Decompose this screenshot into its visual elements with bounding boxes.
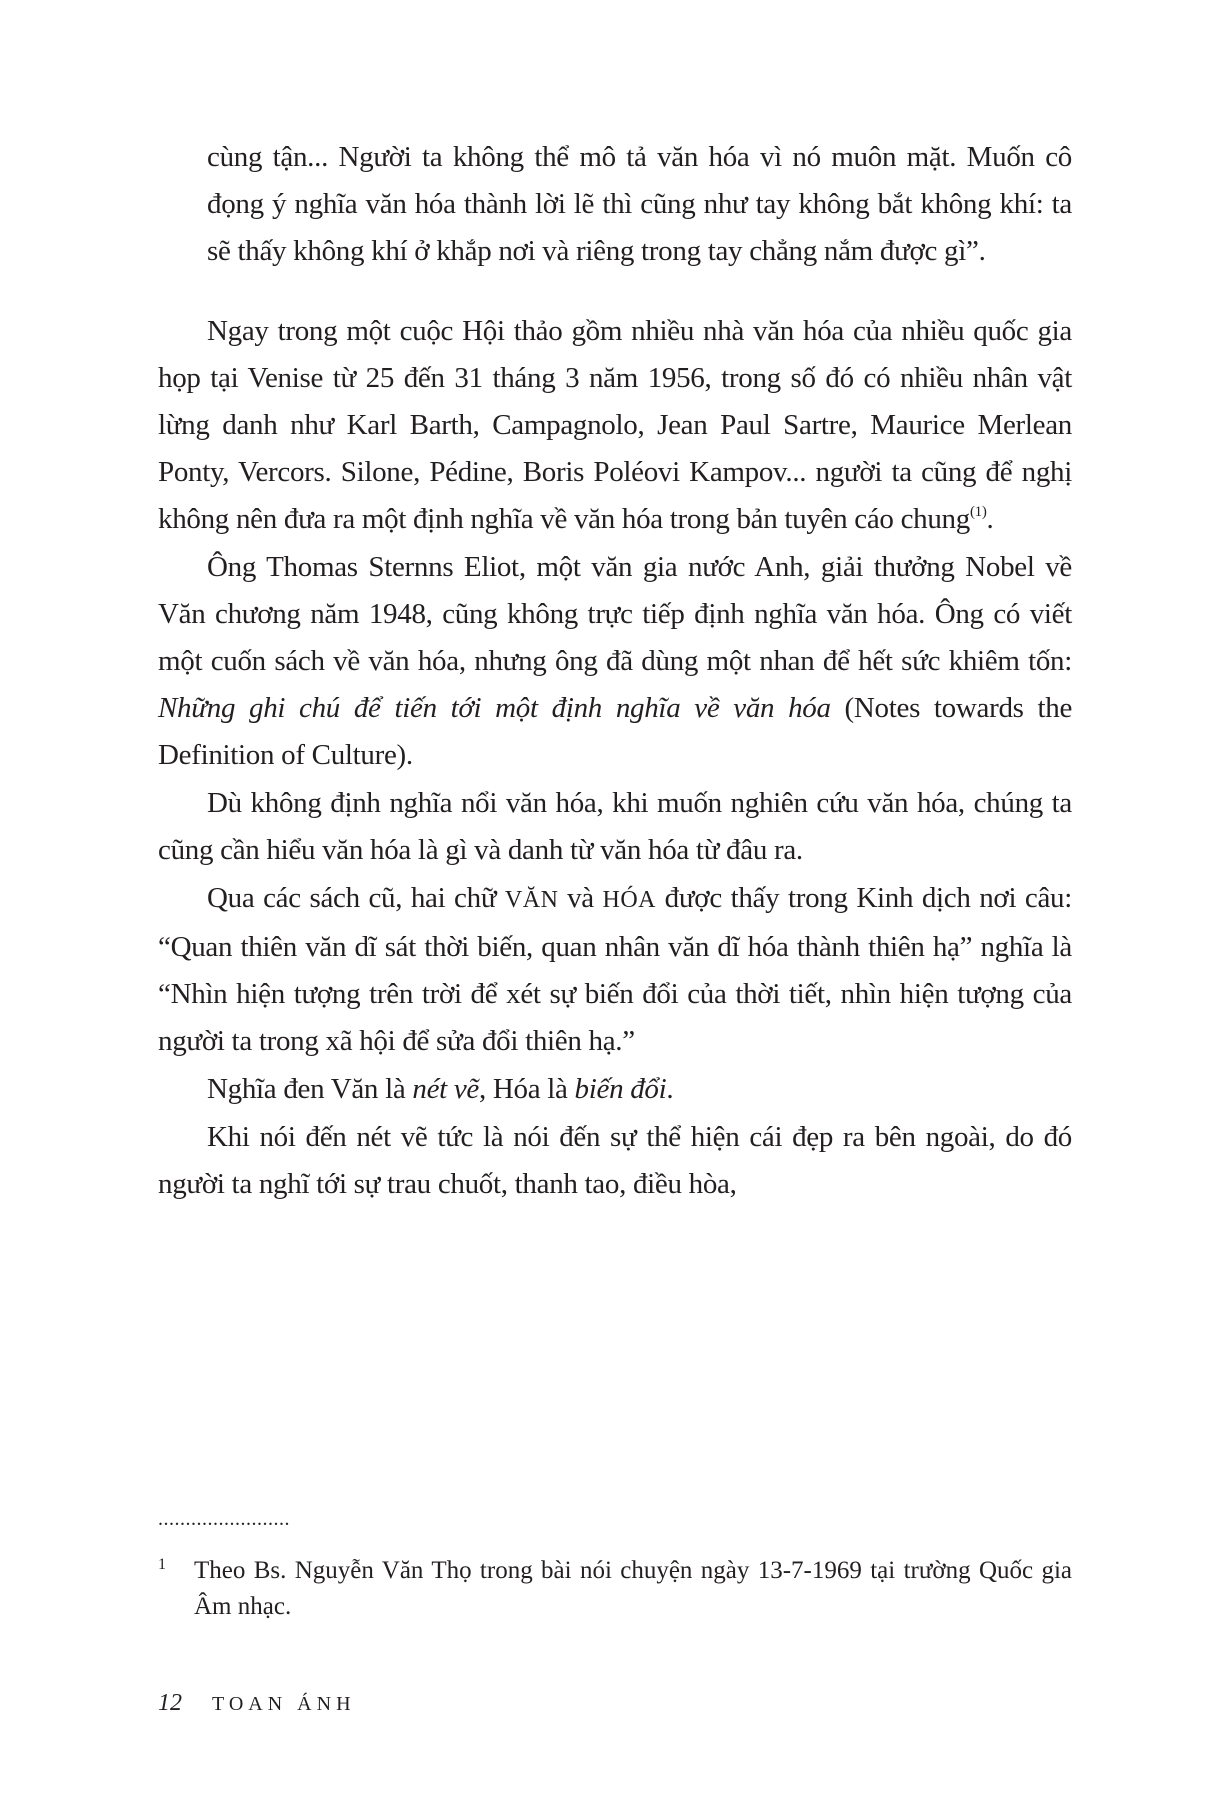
- small-caps: HÓA: [602, 887, 657, 913]
- footnote-number: 1: [158, 1556, 166, 1573]
- book-title: Những ghi chú để tiến tới một định nghĩa về văn hóa: [158, 692, 831, 724]
- italic-term: nét vẽ: [412, 1073, 479, 1105]
- paragraph-eliot: [158, 544, 1072, 779]
- paragraph-kinh-dich: [158, 875, 1072, 1065]
- paragraph-venise: [158, 308, 1072, 543]
- running-author: TOAN ÁNH: [212, 1693, 356, 1715]
- text: (Notes towards the Definition of Culture).: [158, 692, 1073, 771]
- text: Ông Thomas Sternns Eliot, một văn gia nước Anh, giải thưởng Nobel về Văn chương năm 1948, cũng không trực tiếp định nghĩa văn hóa. Ông có viết một cuốn sách về văn hóa, nhưng ông đã dùng một nhan để hết sức khiêm tốn:: [158, 551, 1072, 677]
- page-footer: [158, 1690, 356, 1717]
- italic-term: biến đổi: [574, 1073, 667, 1105]
- quote-paragraph: cùng tận... Người ta không thể mô tả văn hóa vì nó muôn mặt. Muốn cô đọng ý nghĩa văn hóa thành lời lẽ thì cũng như tay không bắt không khí: ta sẽ thấy không khí ở khắp nơi và riêng trong tay chẳng nắm được gì”.: [207, 141, 1072, 267]
- footnote-separator: ........................: [158, 1508, 290, 1530]
- footnote-text: Theo Bs. Nguyễn Văn Thọ trong bài nói chuyện ngày 13-7-1969 tại trường Quốc gia Âm nhạc.: [194, 1557, 1072, 1620]
- text: , Hóa là: [479, 1073, 575, 1105]
- paragraph-definition: Dù không định nghĩa nổi văn hóa, khi muốn nghiên cứu văn hóa, chúng ta cũng cần hiểu văn hóa là gì và danh từ văn hóa từ đâu ra.: [158, 787, 1072, 866]
- text: .: [986, 503, 994, 535]
- text: Qua các sách cũ, hai chữ: [207, 882, 505, 914]
- body-text: [158, 134, 1072, 1209]
- text: và: [558, 882, 603, 914]
- text: được thấy trong Kinh dịch nơi câu: “Quan thiên văn dĩ sát thời biến, quan nhân văn dĩ hóa thành thiên hạ” nghĩa là “Nhìn hiện tượng trên trời để xét sự biến đổi của thời tiết, nhìn hiện tượng của người ta trong xã hội để sửa đổi thiên hạ.”: [158, 882, 1072, 1057]
- paragraph-meaning: [158, 1066, 1072, 1113]
- text: .: [666, 1073, 674, 1105]
- text: Ngay trong một cuộc Hội thảo gồm nhiều nhà văn hóa của nhiều quốc gia họp tại Venise từ 25 đến 31 tháng 3 năm 1956, trong số đó có nhiều nhân vật lừng danh như Karl Barth, Campagnolo, Jean Paul Sartre, Maurice Merlean Ponty, Vercors. Silone, Pédine, Boris Poléovi Kampov... người ta cũng để nghị không nên đưa ra một định nghĩa về văn hóa trong bản tuyên cáo chung: [158, 315, 1072, 535]
- text: Nghĩa đen Văn là: [207, 1073, 413, 1105]
- paragraph-net-ve: Khi nói đến nét vẽ tức là nói đến sự thể hiện cái đẹp ra bên ngoài, do đó người ta nghĩ tới sự trau chuốt, thanh tao, điều hòa,: [158, 1121, 1072, 1200]
- footnote: [158, 1553, 1072, 1625]
- small-caps: VĂN: [504, 887, 559, 913]
- page-number: 12: [158, 1690, 182, 1716]
- footnote-ref: (1): [969, 504, 987, 520]
